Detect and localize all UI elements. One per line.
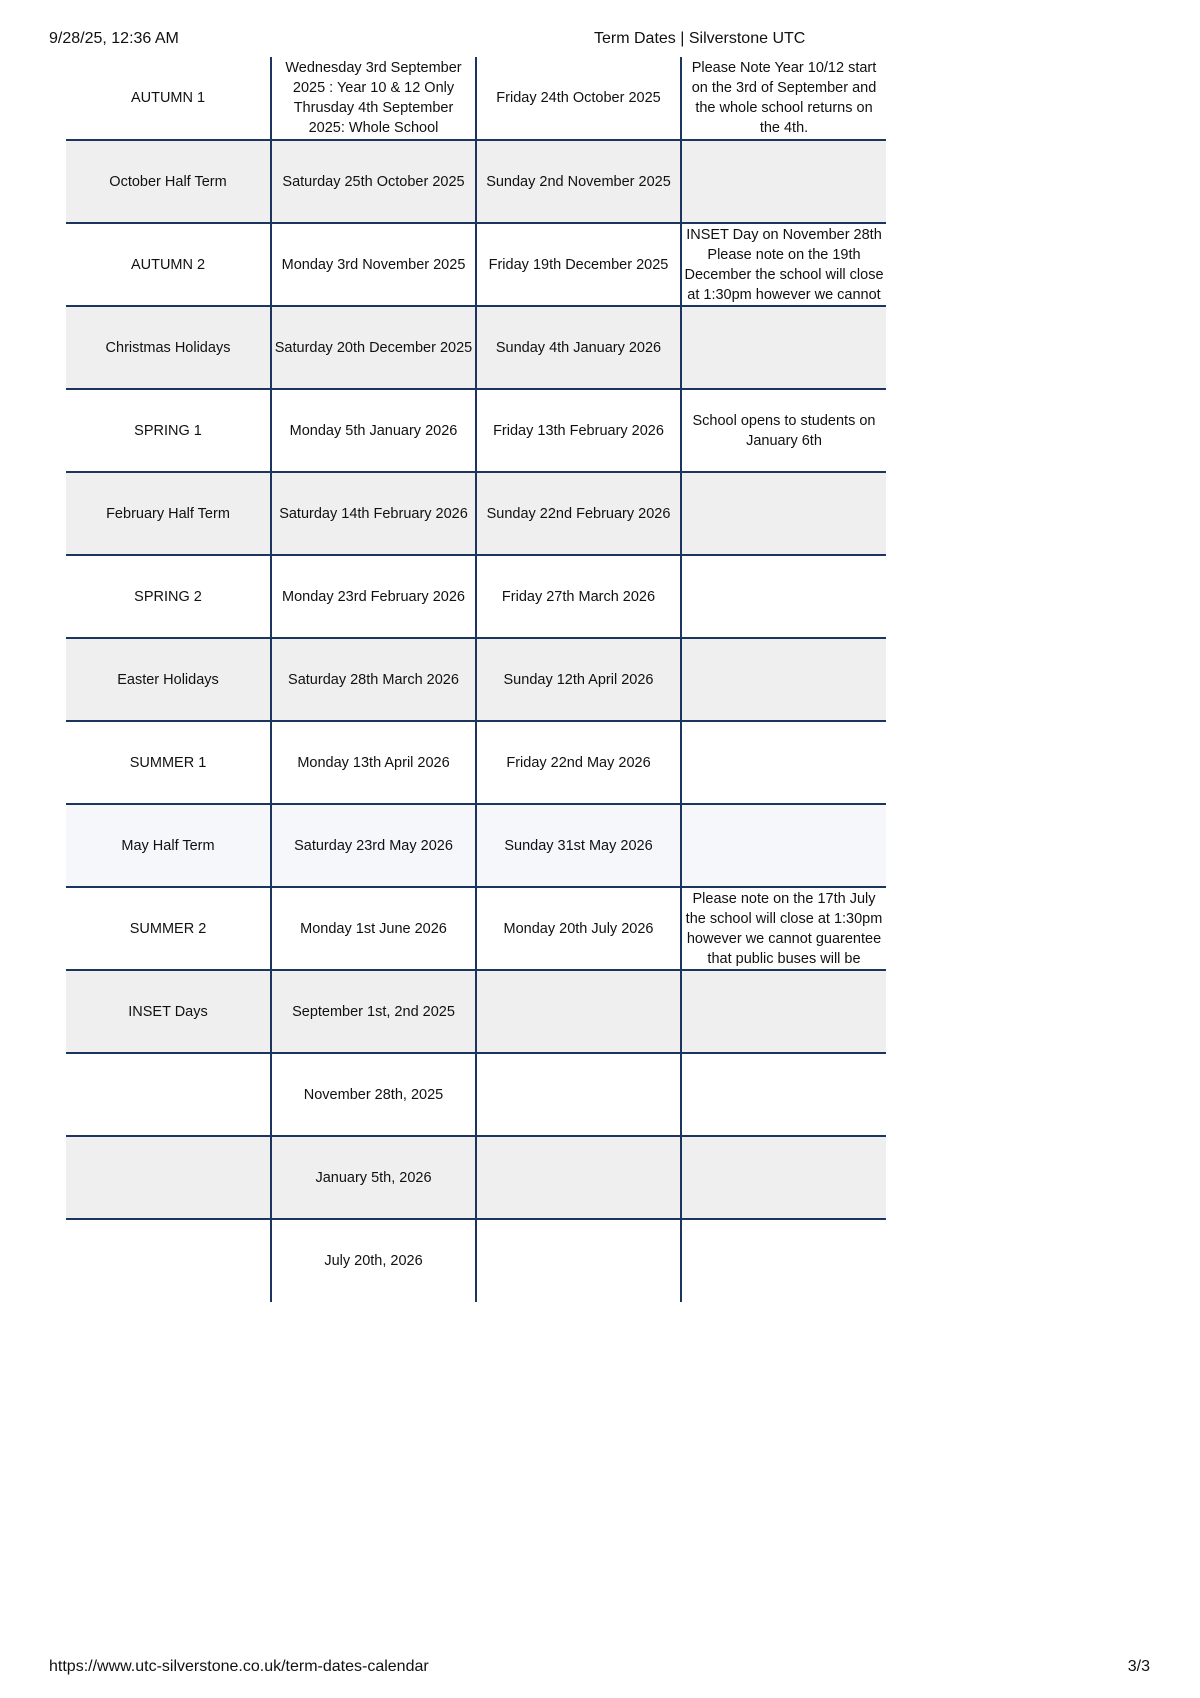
page-url: https://www.utc-silverstone.co.uk/term-dates-calendar bbox=[49, 1658, 429, 1675]
term-name-cell: SPRING 2 bbox=[66, 555, 271, 638]
table-row bbox=[66, 555, 886, 638]
term-dates-table bbox=[66, 57, 886, 1302]
start-date-cell: Monday 23rd February 2026 bbox=[271, 555, 476, 638]
term-name-cell: February Half Term bbox=[66, 472, 271, 555]
print-datetime: 9/28/25, 12:36 AM bbox=[49, 30, 179, 47]
term-name-cell: SPRING 1 bbox=[66, 389, 271, 472]
end-date-cell: Monday 20th July 2026 bbox=[476, 887, 681, 970]
table-row bbox=[66, 638, 886, 721]
notes-cell bbox=[681, 1136, 886, 1219]
notes-cell bbox=[681, 472, 886, 555]
table-row bbox=[66, 721, 886, 804]
notes-cell: INSET Day on November 28th Please note on the 19th December the school will close at 1:30pm however we cannot bbox=[681, 223, 886, 306]
table-row bbox=[66, 970, 886, 1053]
end-date-cell: Sunday 4th January 2026 bbox=[476, 306, 681, 389]
term-name-cell bbox=[66, 1053, 271, 1136]
term-name-cell: Christmas Holidays bbox=[66, 306, 271, 389]
term-name-cell: SUMMER 2 bbox=[66, 887, 271, 970]
start-date-cell: Saturday 14th February 2026 bbox=[271, 472, 476, 555]
table-row bbox=[66, 57, 886, 140]
notes-cell bbox=[681, 1219, 886, 1302]
term-name-cell: AUTUMN 1 bbox=[66, 57, 271, 140]
table-row bbox=[66, 140, 886, 223]
start-date-cell: Wednesday 3rd September 2025 : Year 10 & 12 Only Thrusday 4th September 2025: Whole School bbox=[271, 57, 476, 140]
start-date-cell: July 20th, 2026 bbox=[271, 1219, 476, 1302]
term-name-cell: AUTUMN 2 bbox=[66, 223, 271, 306]
table-row bbox=[66, 472, 886, 555]
term-name-cell: May Half Term bbox=[66, 804, 271, 887]
table-row bbox=[66, 389, 886, 472]
end-date-cell: Sunday 22nd February 2026 bbox=[476, 472, 681, 555]
term-dates-table-container bbox=[66, 57, 886, 1302]
end-date-cell bbox=[476, 1136, 681, 1219]
table-row bbox=[66, 1136, 886, 1219]
table-row bbox=[66, 1053, 886, 1136]
notes-cell bbox=[681, 306, 886, 389]
start-date-cell: January 5th, 2026 bbox=[271, 1136, 476, 1219]
notes-cell bbox=[681, 1053, 886, 1136]
notes-cell: School opens to students on January 6th bbox=[681, 389, 886, 472]
term-name-cell: Easter Holidays bbox=[66, 638, 271, 721]
term-name-cell: INSET Days bbox=[66, 970, 271, 1053]
start-date-cell: Saturday 23rd May 2026 bbox=[271, 804, 476, 887]
term-name-cell bbox=[66, 1136, 271, 1219]
table-row bbox=[66, 887, 886, 970]
notes-cell bbox=[681, 140, 886, 223]
end-date-cell: Friday 19th December 2025 bbox=[476, 223, 681, 306]
start-date-cell: Monday 3rd November 2025 bbox=[271, 223, 476, 306]
notes-cell: Please Note Year 10/12 start on the 3rd of September and the whole school returns on the 4th. bbox=[681, 57, 886, 140]
term-name-cell: SUMMER 1 bbox=[66, 721, 271, 804]
table-row bbox=[66, 1219, 886, 1302]
notes-cell bbox=[681, 804, 886, 887]
start-date-cell: Monday 1st June 2026 bbox=[271, 887, 476, 970]
table-row bbox=[66, 804, 886, 887]
notes-cell bbox=[681, 721, 886, 804]
start-date-cell: Monday 5th January 2026 bbox=[271, 389, 476, 472]
notes-cell bbox=[681, 970, 886, 1053]
end-date-cell: Sunday 31st May 2026 bbox=[476, 804, 681, 887]
end-date-cell bbox=[476, 1053, 681, 1136]
end-date-cell: Friday 24th October 2025 bbox=[476, 57, 681, 140]
notes-cell: Please note on the 17th July the school will close at 1:30pm however we cannot guarentee that public buses will be bbox=[681, 887, 886, 970]
notes-cell bbox=[681, 555, 886, 638]
end-date-cell bbox=[476, 1219, 681, 1302]
start-date-cell: Saturday 28th March 2026 bbox=[271, 638, 476, 721]
end-date-cell: Sunday 12th April 2026 bbox=[476, 638, 681, 721]
start-date-cell: Saturday 20th December 2025 bbox=[271, 306, 476, 389]
start-date-cell: November 28th, 2025 bbox=[271, 1053, 476, 1136]
end-date-cell: Friday 27th March 2026 bbox=[476, 555, 681, 638]
start-date-cell: Monday 13th April 2026 bbox=[271, 721, 476, 804]
page-title: Term Dates | Silverstone UTC bbox=[594, 30, 806, 47]
term-name-cell bbox=[66, 1219, 271, 1302]
start-date-cell: Saturday 25th October 2025 bbox=[271, 140, 476, 223]
end-date-cell: Sunday 2nd November 2025 bbox=[476, 140, 681, 223]
table-row bbox=[66, 223, 886, 306]
table-row bbox=[66, 306, 886, 389]
page-number: 3/3 bbox=[1127, 1658, 1150, 1675]
start-date-cell: September 1st, 2nd 2025 bbox=[271, 970, 476, 1053]
term-name-cell: October Half Term bbox=[66, 140, 271, 223]
end-date-cell: Friday 22nd May 2026 bbox=[476, 721, 681, 804]
end-date-cell: Friday 13th February 2026 bbox=[476, 389, 681, 472]
notes-cell bbox=[681, 638, 886, 721]
end-date-cell bbox=[476, 970, 681, 1053]
